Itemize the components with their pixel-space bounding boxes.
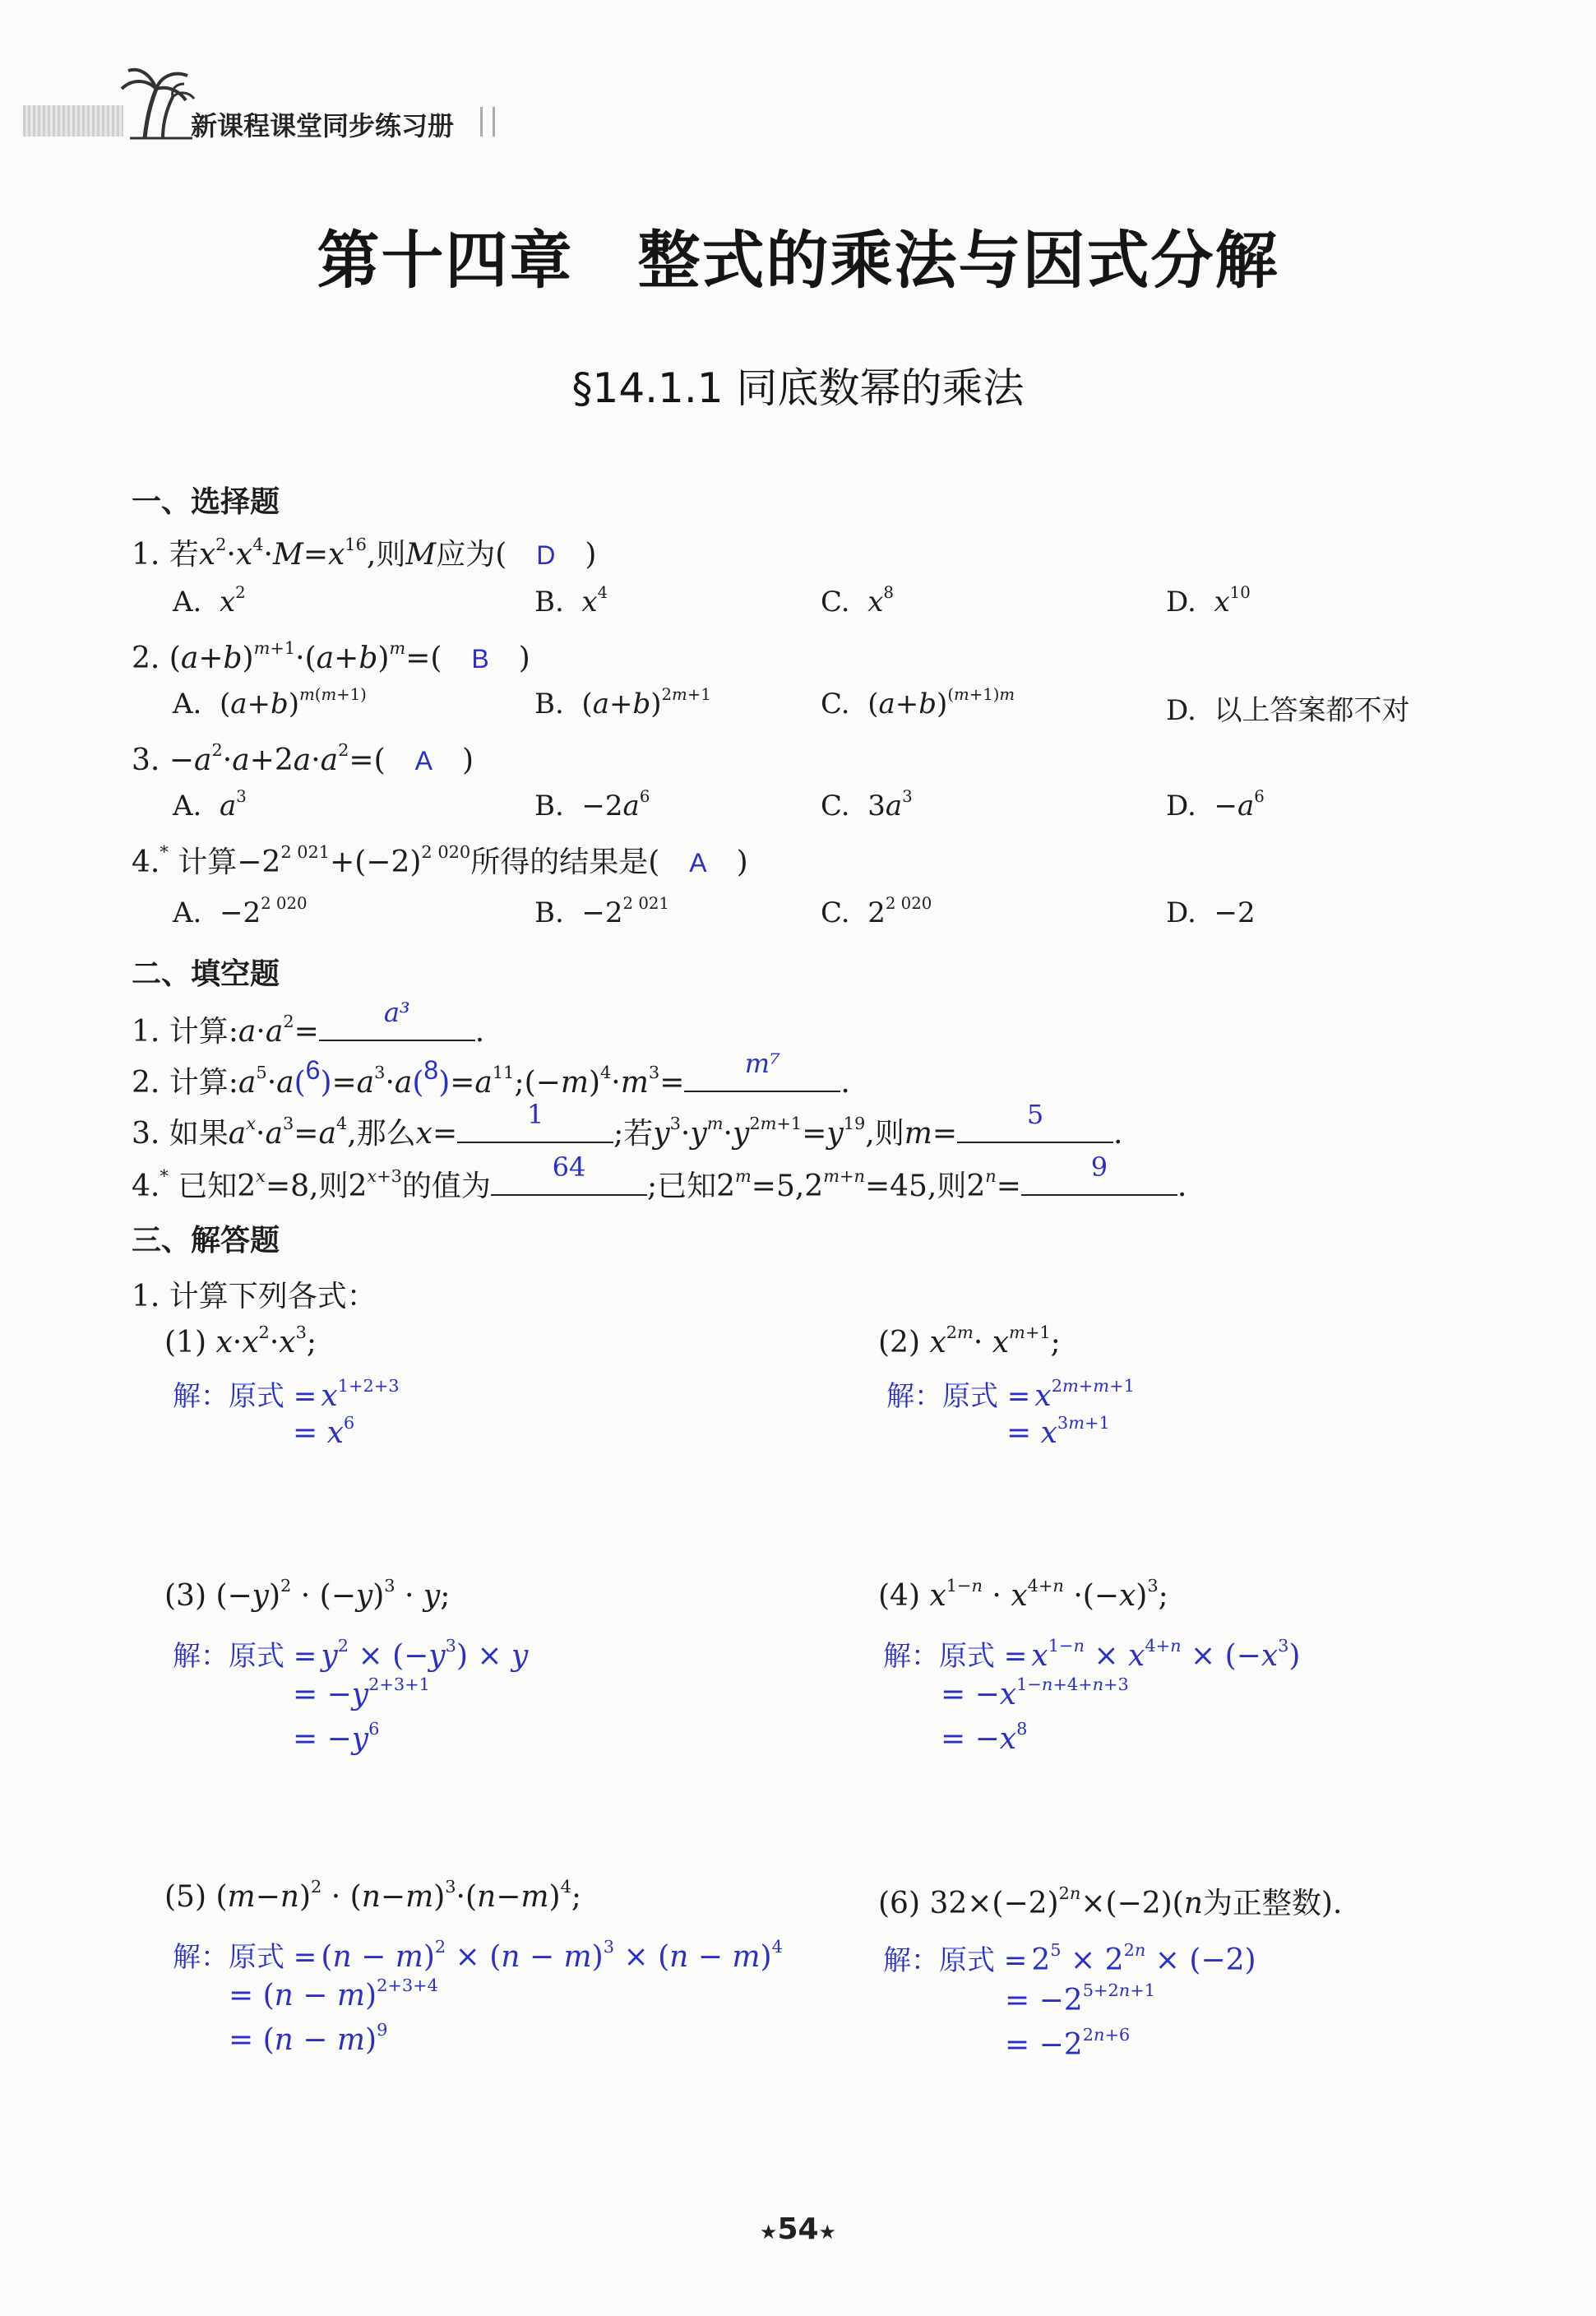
- fill-q3-answer-1: 1: [526, 1099, 544, 1130]
- mc-q4-option-c: C. $2^{2 020}$: [821, 894, 932, 929]
- mc-q3-option-d: D. $-a^6$: [1166, 787, 1265, 822]
- section-heading-solve: 三、解答题: [132, 1224, 280, 1258]
- mc-q1-answer: D: [536, 540, 556, 570]
- mc-q2-option-d: D. 以上答案都不对: [1166, 694, 1410, 727]
- fill-q1: 1. 计算$:a\cdot a^2=$ a³ .: [132, 997, 485, 1049]
- fill-q4-answer-1: 64: [552, 1151, 586, 1183]
- mc-q4: 4.* 计算$-2^{2 021}+(-2)^{2 020}$所得的结果是( A ): [132, 842, 748, 879]
- mc-q2: 2. $(a+b)^{m+1}\cdot(a+b)^m=$( B ): [132, 638, 530, 675]
- section-title: §14.1.1 同底数幂的乘法: [571, 364, 1025, 412]
- section-heading-fill: 二、填空题: [132, 957, 280, 991]
- mc-q3-option-c: C. $3a^3$: [821, 787, 913, 822]
- solve-p3-line3: = $-y^6$: [293, 1719, 380, 1756]
- mc-q2-option-b: B. $(a+b)^{2m+1}$: [534, 685, 711, 720]
- mc-q4-option-d: D. −2: [1166, 896, 1256, 929]
- solve-p2-line1: 解：原式 = $x^{2m+m+1}$: [886, 1376, 1135, 1413]
- page-number: ★54★: [759, 2212, 837, 2246]
- solve-p5-line2: = $(n - m)^{2+3+4}$: [229, 1976, 438, 2013]
- fill-q1-answer: a³: [383, 997, 410, 1028]
- solve-intro: 1. 计算下列各式：: [132, 1280, 377, 1313]
- solve-p2: (2) $x^{2m}\cdot x^{m+1}$;: [878, 1322, 1061, 1359]
- fill-q2-answer-1: 6: [305, 1055, 321, 1085]
- mc-q1-option-c: C. $x^8$: [821, 583, 894, 618]
- solve-p6-line3: = $-2^{2n+6}$: [1005, 2025, 1131, 2062]
- header-tick: [480, 107, 495, 137]
- solve-p5: (5) $(m-n)^2 \cdot (n-m)^3\cdot(n-m)^4$;: [164, 1877, 582, 1914]
- solve-p6-line2: = $-2^{5+2n+1}$: [1005, 1980, 1155, 2017]
- solve-p5-line1: 解：原式 = $(n - m)^2 \times (n - m)^3 \times (n - m)^4$: [173, 1937, 783, 1974]
- solve-p3: (3) $(-y)^2 \cdot (-y)^3 \cdot y$;: [164, 1576, 451, 1613]
- palm-tree-icon: [113, 64, 196, 140]
- section-heading-choice: 一、选择题: [132, 485, 280, 519]
- solve-p6: (6) $32\times(-2)^{2n}\times(-2)(n$为正整数).: [878, 1883, 1343, 1920]
- mc-q4-option-b: B. $-2^{2 021}$: [534, 894, 669, 929]
- mc-q2-option-a: A. $(a+b)^{m(m+1)}$: [173, 685, 367, 720]
- fill-q2-answer-3: m⁷: [744, 1048, 780, 1079]
- mc-q3-option-a: A. $a^3$: [173, 787, 247, 822]
- solve-p4-line2: = $-x^{1-n+4+n+3}$: [941, 1674, 1129, 1712]
- fill-q2-answer-2: 8: [423, 1055, 439, 1085]
- mc-q3-option-b: B. $-2a^6$: [534, 787, 650, 822]
- chapter-title: 第十四章 整式的乘法与因式分解: [317, 224, 1279, 297]
- mc-q3-answer: A: [414, 746, 433, 776]
- book-title: 新课程课堂同步练习册: [191, 110, 455, 141]
- mc-q2-answer: B: [471, 644, 489, 674]
- solve-p1: (1) $x\cdot x^2\cdot x^3$;: [164, 1322, 317, 1359]
- solve-p2-line2: = $x^{3m+1}$: [1006, 1413, 1110, 1450]
- mc-q1: 1. 若$x^2\cdot x^4\cdot M=x^{16}$,则M应为( D ): [132, 535, 597, 572]
- solve-p3-line2: = $-y^{2+3+1}$: [293, 1674, 430, 1712]
- fill-q3: 3. 如果$a^x\cdot a^3=a^4$,那么x= 1 ;若$y^3\cdot y^m\cdot y^{2m+1}=y^{19}$,则m= 5 .: [132, 1099, 1123, 1151]
- mc-q1-option-a: A. $x^2$: [173, 583, 246, 618]
- star-icon: ★: [759, 2221, 778, 2244]
- header-bar: [23, 105, 123, 137]
- fill-q4: 4.* 已知$2^x=8$,则$2^{x+3}$的值为 64 ;已知$2^m=5,2^{m+n}=45$,则$2^n=$ 9 .: [132, 1151, 1187, 1203]
- solve-p4-line1: 解：原式 = $x^{1-n} \times x^{4+n} \times (-x^3)$: [883, 1636, 1301, 1673]
- fill-q2: 2. 计算$:a^5\cdot a(6)=a^3\cdot a(8)=a^{11};(-m)^4\cdot m^3=$ m⁷ .: [132, 1048, 850, 1100]
- solve-p1-line2: = $x^6$: [293, 1413, 355, 1450]
- mc-q1-option-d: D. $x^{10}$: [1166, 583, 1251, 618]
- solve-p5-line3: = $(n - m)^9$: [229, 2020, 388, 2057]
- mc-q2-option-c: C. $(a+b)^{(m+1)m}$: [821, 685, 1015, 720]
- solve-p3-line1: 解：原式 = $y^2 \times (-y^3) \times y$: [173, 1636, 529, 1673]
- solve-p4: (4) $x^{1-n} \cdot x^{4+n} \cdot(-x)^3$;: [878, 1576, 1168, 1613]
- fill-q4-answer-2: 9: [1090, 1151, 1108, 1183]
- mc-q1-option-b: B. $x^4$: [534, 583, 608, 618]
- solve-p6-line1: 解：原式 = $2^5 \times 2^{2n} \times (-2)$: [883, 1940, 1256, 1977]
- star-icon: ★: [818, 2221, 837, 2244]
- mc-q4-option-a: A. $-2^{2 020}$: [173, 894, 308, 929]
- mc-q4-answer: A: [689, 848, 707, 878]
- mc-q3: 3. $-a^2\cdot a+2a\cdot a^2=$( A ): [132, 740, 474, 777]
- fill-q3-answer-2: 5: [1026, 1099, 1044, 1130]
- solve-p1-line1: 解：原式 = $x^{1+2+3}$: [173, 1376, 400, 1413]
- solve-p4-line3: = $-x^8$: [941, 1719, 1028, 1756]
